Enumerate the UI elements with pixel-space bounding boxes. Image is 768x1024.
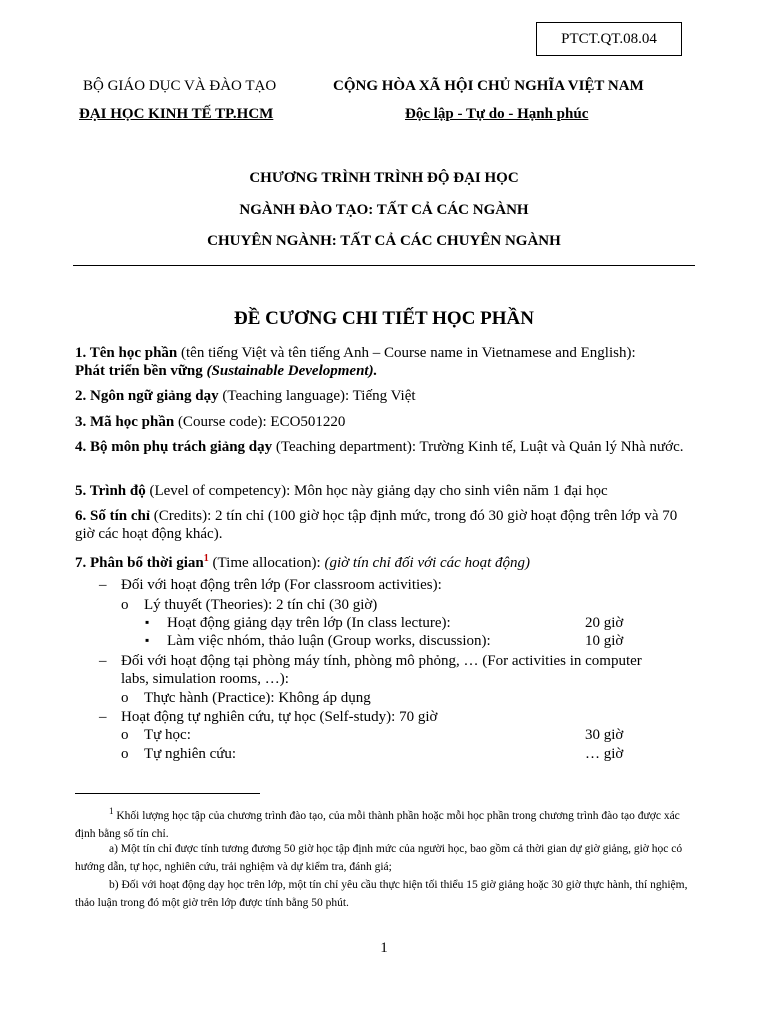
page-number: 1 (380, 940, 388, 956)
course-name-vi: Phát triển bền vững (75, 363, 207, 379)
item-course-code (75, 413, 695, 431)
self-research-line: Tự nghiên cứu: (144, 746, 237, 762)
dash-bullet: – (99, 709, 107, 725)
theory-line: Lý thuyết (Theories): 2 tín chỉ (30 giờ) (144, 597, 378, 613)
self-research-hours: … giờ (585, 746, 624, 762)
item-text: (Course code): (174, 414, 271, 430)
item-text: (tên tiếng Việt và tên tiếng Anh – Course name in Vietnamese and English): (177, 345, 636, 361)
item-label: 1. Tên học phần (75, 345, 178, 361)
item-label: 3. Mã học phần (75, 414, 175, 430)
item-note: (giờ tín chỉ đối với các hoạt động) (324, 555, 531, 571)
program-specialization: CHUYÊN NGÀNH: TẤT CẢ CÁC CHUYÊN NGÀNH (207, 233, 561, 249)
item-text: (Teaching language): Tiếng Việt (218, 388, 416, 404)
footnote-1a: a) Một tín chỉ được tính tương đương 50 giờ học tập định mức của người học, bao gồm cả thời gian dự giờ giảng, giờ học có hướng dẫn, tự học, nghiên cứu, trải nghiệm và dự kiểm tra, đánh giá; (75, 843, 683, 873)
item-text: (Time allocation): (208, 555, 325, 571)
group-hours: 10 giờ (585, 633, 624, 649)
group-line: Làm việc nhóm, thảo luận (Group works, discussion): (167, 633, 491, 649)
footnote-mark: 1 (109, 806, 114, 816)
lab-activities: Đối với hoạt động tại phòng máy tính, phòng mô phỏng, … (For activities in computer (121, 653, 642, 669)
item-time-allocation (75, 550, 695, 572)
footnote-text: Khối lượng học tập của chương trình đào tạo, của mỗi thành phần hoặc mỗi học phần trong chương trình đào tạo được xác định bằng số tín chỉ. (75, 809, 680, 840)
document-title: ĐỀ CƯƠNG CHI TIẾT HỌC PHẦN (234, 308, 534, 329)
self-study-line: Hoạt động tự nghiên cứu, tự học (Self-study): 70 giờ (121, 709, 438, 725)
circle-bullet: o (121, 690, 129, 706)
classroom-activities: Đối với hoạt động trên lớp (For classroom activities): (121, 577, 442, 593)
lecture-hours: 20 giờ (585, 615, 624, 631)
square-bullet: ▪ (145, 615, 150, 629)
form-code: PTCT.QT.08.04 (536, 22, 682, 56)
program-major: NGÀNH ĐÀO TẠO: TẤT CẢ CÁC NGÀNH (239, 202, 529, 218)
lab-activities-cont: labs, simulation rooms, …): (121, 671, 289, 687)
practice-line: Thực hành (Practice): Không áp dụng (144, 690, 371, 706)
course-name-en: (Sustainable Development). (206, 363, 378, 379)
national-motto: Độc lập - Tự do - Hạnh phúc (405, 106, 589, 122)
course-code: ECO501220 (270, 414, 346, 430)
university-name: ĐẠI HỌC KINH TẾ TP.HCM (79, 106, 274, 122)
item-label: 6. Số tín chỉ (75, 508, 151, 524)
self-learning-hours: 30 giờ (585, 727, 624, 743)
item-label: 7. Phân bổ thời gian (75, 555, 204, 571)
item-text: (Level of competency): Môn học này giảng dạy cho sinh viên năm 1 đại học (145, 483, 608, 499)
circle-bullet: o (121, 746, 129, 762)
footnote-ref[interactable]: 1 (203, 553, 209, 564)
item-credits (75, 507, 695, 543)
ministry-name: BỘ GIÁO DỤC VÀ ĐÀO TẠO (83, 78, 277, 94)
item-level (75, 482, 695, 500)
item-text: (Teaching department): Trường Kinh tế, Luật và Quản lý Nhà nước. (272, 439, 684, 455)
header-divider (73, 265, 695, 266)
footnote-divider (75, 793, 260, 794)
item-department (75, 438, 695, 456)
footnote-1b: b) Đối với hoạt động dạy học trên lớp, một tín chỉ yêu cầu thực hiện tối thiểu 15 giờ giảng hoặc 30 giờ thực hành, thí nghiệm, thảo luận trong đó một giờ trên lớp được tính bằng 50 phút. (75, 879, 688, 909)
lecture-line: Hoạt động giảng dạy trên lớp (In class lecture): (167, 615, 451, 631)
dash-bullet: – (99, 577, 107, 593)
program-level: CHƯƠNG TRÌNH TRÌNH ĐỘ ĐẠI HỌC (249, 170, 519, 186)
item-language (75, 387, 695, 405)
item-course-name (75, 344, 695, 380)
item-text: (Credits): 2 tín chỉ (100 giờ học tập định mức, trong đó 30 giờ hoạt động trên lớp và 70 giờ các hoạt động khác). (75, 508, 678, 542)
footnote-1 (75, 802, 695, 843)
item-label: 4. Bộ môn phụ trách giảng dạy (75, 439, 273, 455)
circle-bullet: o (121, 597, 129, 613)
item-label: 2. Ngôn ngữ giảng dạy (75, 388, 219, 404)
item-label: 5. Trình độ (75, 483, 146, 499)
circle-bullet: o (121, 727, 129, 743)
republic-name: CỘNG HÒA XÃ HỘI CHỦ NGHĨA VIỆT NAM (333, 78, 644, 94)
square-bullet: ▪ (145, 633, 150, 647)
self-learning-line: Tự học: (144, 727, 191, 743)
dash-bullet: – (99, 653, 107, 669)
